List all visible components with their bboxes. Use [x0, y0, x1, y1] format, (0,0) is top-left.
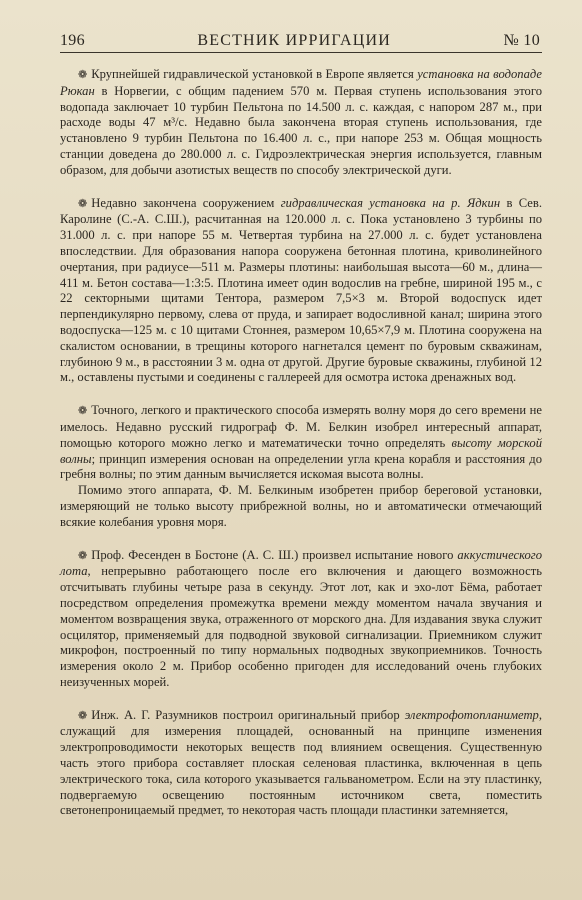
note-yadkin: ❁ Недавно закончена сооружением гидравлическая установка на р. Ядкин в Сев. Каролине (С.-А. С.Ш.), расчитанная на 120.000 л. с. Пока установлено 3 турбины по 31.000 л. с. при напоре 55 м. Четвертая турбина на 27.000 л. с. будет установлена впоследствии. Для образования напора сооружена бетонная плотина, криволинейного очертания, при радиусе—511 м. Размеры плотины: наибольшая высота—60 м., длина—411 м. Бетон состава—1:3:5. Плотина имеет один водослив на гребне, шириной 195 м., с 22 секторными щитами Тентора, размером 7,5×3 м. Второй водоспуск идет перпендикулярно первому, слева от пруда, и запирает водосливной канал; ширина этого водоспуска—125 м. с 10 щитами Стоннея, размером 10,65×7,9 м. Плотина сооружена на скалистом основании, в трещины которого нагнетался цемент по буровым скважинам, глубиною 9 м., в расстоянии 3 м. одна от другой. Другие буровые скважины, глубиной 12 м., оставлены пустыми и соединены с галлереей для осмотра истока дренажных вод. — [60, 195, 542, 385]
continuation-paragraph: Помимо этого аппарата, Ф. М. Белкиным изобретен прибор береговой установки, измеряющий не только высоту прибрежной волны, но и автоматически отмечающий всякие колебания уровня моря. — [60, 483, 542, 529]
journal-title: ВЕСТНИК ИРРИГАЦИИ — [197, 32, 392, 49]
paragraph-mark: ❁ — [78, 69, 88, 81]
paragraph-mark: ❁ — [78, 709, 88, 722]
note-wave-meter: ❁ Точного, легкого и практического способа измерять волну моря до сего времени не имелось. Недавно русский гидрограф Ф. М. Белкин изобрел интересный аппарат, помощью которого можно легко и математически точно определять высоту морской волны; принцип измерения основан на определении угла крена корабля и расстояния до гребня волны; по этим данным вычисляется искомая высота волны. Помимо этого аппарата, Ф. М. Белкиным изобретен прибор береговой установки, измеряющий не только высоту прибрежной волны, но и автоматически отмечающий всякие колебания уровня моря. — [60, 403, 542, 529]
note-acoustic-lead: ❁ Проф. Фесенден в Бостоне (А. С. Ш.) произвел испытание нового аккустического лота, непрерывно работающего после его включения и дающего возможность отсчитывать глубины четыре раза в секунду. Этот лот, как и эхо-лот Бёма, работает посредством определения промежутка времени между моментом начала звучания и моментом возвращения звука, отраженного от морского дна. Для издавания звука служит осцилятор, применяемый для подводной звуковой сигнализации. Приемником служит микрофон, построенный по типу нормальных подводных звукоприемников. Точность измерения около 2 м. Прибор особенно пригоден для исследований очень глубоких неизученных морей. — [60, 547, 542, 689]
paragraph-mark: ❁ — [78, 405, 88, 418]
emphasis: аккустического лота — [60, 547, 542, 579]
page-number: 196 — [60, 32, 85, 49]
note-rjukan: ❁ Крупнейшей гидравлической установкой в Европе является установка на водопаде Рюкан в Норвегии, с общим падением 570 м. Первая ступень использования этого водопада заключает 10 турбин Пельтона по 14.500 л. с. каждая, с напором 287 м., при расходе воды 47 м³/с. Недавно была закончена вторая ступень использования, где установлено 9 турбин Пельтона по 16.400 л. с., при напоре 253 м. Общая мощность станции доведена до 280.000 л. с. Гидроэлектрическая энергия используется, главным образом, для добычи азотистых веществ по способу электрической дуги. — [60, 67, 542, 177]
emphasis: высоту морской волны — [60, 435, 542, 466]
emphasis: электрофотопланиметр — [404, 707, 539, 722]
emphasis: гидравлическая установка на р. Ядкин — [280, 195, 501, 210]
paragraph-mark: ❁ — [78, 549, 88, 562]
note-planimeter: ❁ Инж. А. Г. Разумников построил оригинальный прибор электрофотопланиметр, служащий для измерения площадей, основанный на принципе изменения электропроводимости некоторых веществ под влиянием освещения. Существенную часть этого прибора составляет плоская селеновая пластинка, включенная в цепь электрического тока, сила которого указывается гальванометром. Если на эту пластинку, подвергаемую освещению постоянным источником света, поместить светонепроницаемый предмет, то некоторая часть площади пластинки затемняется, — [60, 707, 542, 818]
header-rule — [60, 52, 542, 53]
page-header — [48, 32, 542, 52]
emphasis: установка на водопаде Рюкан — [60, 67, 542, 98]
issue-number: № 10 — [503, 32, 540, 49]
paragraph-mark: ❁ — [78, 197, 88, 210]
